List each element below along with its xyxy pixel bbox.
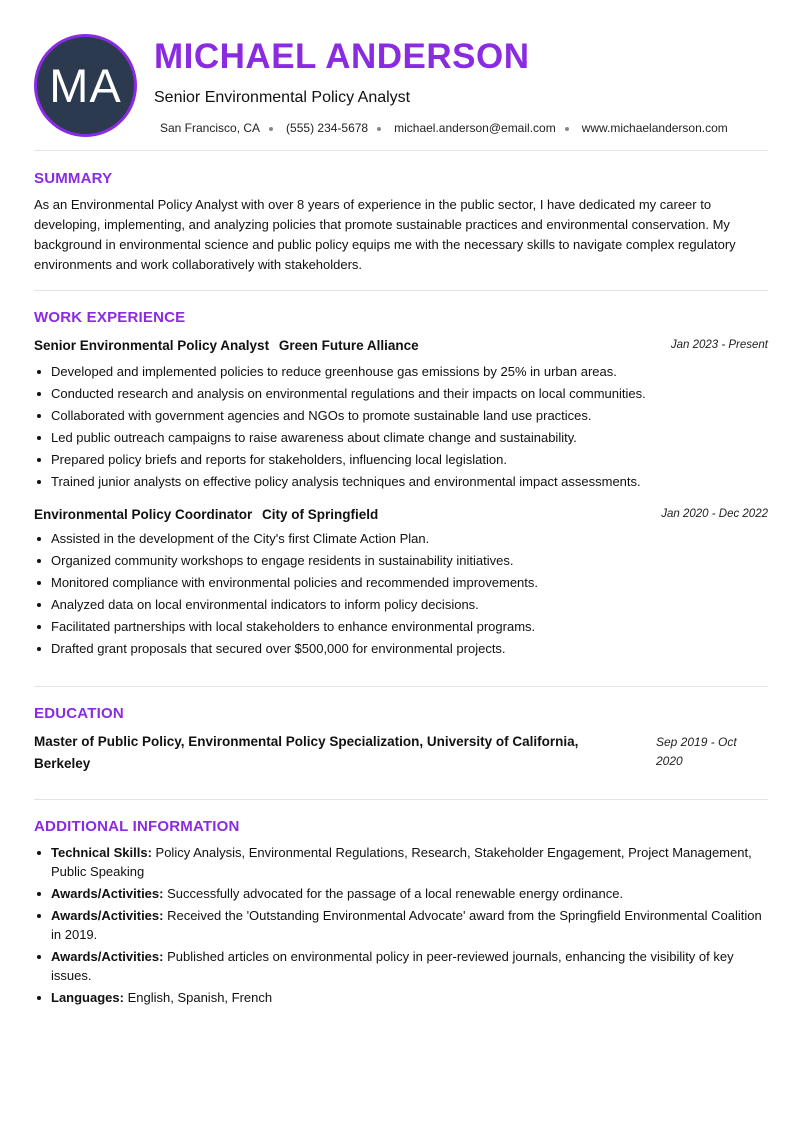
item-label: Awards/Activities: [51, 949, 164, 964]
job-header [34, 338, 768, 356]
email-link[interactable]: michael.anderson@email.com [394, 121, 556, 135]
education-heading: EDUCATION [34, 705, 124, 722]
avatar-initials: MA [49, 59, 122, 112]
job-role: Senior Environmental Policy Analyst [34, 338, 270, 353]
list-item [51, 988, 766, 1007]
list-item: Assisted in the development of the City's first Climate Action Plan. [51, 528, 766, 550]
item-label: Technical Skills: [51, 845, 152, 860]
contact-phone [286, 121, 394, 135]
degree-text: Master of Public Policy, Environmental Policy Specialization, University of California, Berkeley [34, 734, 579, 771]
additional-heading: ADDITIONAL INFORMATION [34, 818, 240, 835]
website-link[interactable]: www.michaelanderson.com [581, 121, 728, 135]
list-item: Drafted grant proposals that secured over $500,000 for environmental projects. [51, 638, 766, 660]
list-item: Analyzed data on local environmental indicators to inform policy decisions. [51, 594, 766, 616]
experience-heading: WORK EXPERIENCE [34, 309, 186, 326]
job-company: Green Future Alliance [278, 338, 419, 353]
item-text: English, Spanish, French [123, 990, 273, 1005]
list-item: Facilitated partnerships with local stakeholders to enhance environmental programs. [51, 616, 766, 638]
summary-text: As an Environmental Policy Analyst with over 8 years of experience in the public sector, I have dedicated my career to developing, implementing, and analyzing policies that promote sustainable practices and environmental conservation. My background in environmental science and public policy equips me with the necessary skills to navigate complex regulatory environments and work collaboratively with stakeholders. [34, 197, 736, 272]
section-divider [34, 290, 768, 291]
item-text: Received the 'Outstanding Environmental Advocate' award from the Springfield Environmental Coalition in 2019. [51, 908, 762, 942]
section-divider [34, 150, 768, 151]
candidate-name: MICHAEL ANDERSON [154, 37, 530, 76]
additional-list [51, 843, 766, 1010]
section-divider [34, 799, 768, 800]
summary-heading: SUMMARY [34, 170, 113, 187]
item-text: Published articles on environmental policy in peer-reviewed journals, enhancing the visibility of key issues. [51, 949, 734, 983]
separator-dot [565, 127, 569, 131]
list-item: Collaborated with government agencies and NGOs to promote sustainable land use practices. [51, 405, 766, 427]
contact-info [160, 121, 728, 135]
separator-dot [269, 127, 273, 131]
list-item [51, 884, 766, 903]
item-label: Languages: [51, 990, 124, 1005]
list-item: Monitored compliance with environmental policies and recommended improvements. [51, 572, 766, 594]
list-item: Led public outreach campaigns to raise awareness about climate change and sustainability. [51, 427, 766, 449]
list-item: Organized community workshops to engage residents in sustainability initiatives. [51, 550, 766, 572]
job-bullets [51, 361, 766, 493]
list-item [51, 843, 766, 881]
separator-dot [377, 127, 381, 131]
avatar [34, 34, 137, 137]
item-label: Awards/Activities: [51, 886, 164, 901]
job-dates: Jan 2023 - Present [670, 339, 768, 351]
contact-location [160, 121, 286, 135]
list-item: Developed and implemented policies to reduce greenhouse gas emissions by 25% in urban areas. [51, 361, 766, 383]
resume-header [34, 34, 768, 138]
candidate-title: Senior Environmental Policy Analyst [154, 89, 411, 106]
phone-text: (555) 234-5678 [286, 121, 369, 135]
job-bullets [51, 528, 766, 660]
item-label: Awards/Activities: [51, 908, 164, 923]
item-text: Successfully advocated for the passage of a local renewable energy ordinance. [163, 886, 624, 901]
list-item: Trained junior analysts on effective policy analysis techniques and environmental impact assessments. [51, 471, 766, 493]
job-header [34, 507, 768, 525]
job-dates: Jan 2020 - Dec 2022 [661, 508, 768, 520]
list-item: Conducted research and analysis on environmental regulations and their impacts on local communities. [51, 383, 766, 405]
section-divider [34, 686, 768, 687]
list-item [51, 947, 766, 985]
contact-email[interactable] [394, 121, 582, 135]
item-text: Policy Analysis, Environmental Regulations, Research, Stakeholder Engagement, Project Management, Public Speaking [51, 845, 752, 879]
job-role: Environmental Policy Coordinator [34, 507, 253, 522]
location-text: San Francisco, CA [160, 121, 261, 135]
contact-website[interactable] [582, 121, 728, 135]
education-dates: Sep 2019 - Oct 2020 [656, 735, 737, 768]
list-item [51, 906, 766, 944]
education-entry [34, 731, 768, 775]
list-item: Prepared policy briefs and reports for stakeholders, influencing local legislation. [51, 449, 766, 471]
job-company: City of Springfield [262, 507, 379, 522]
